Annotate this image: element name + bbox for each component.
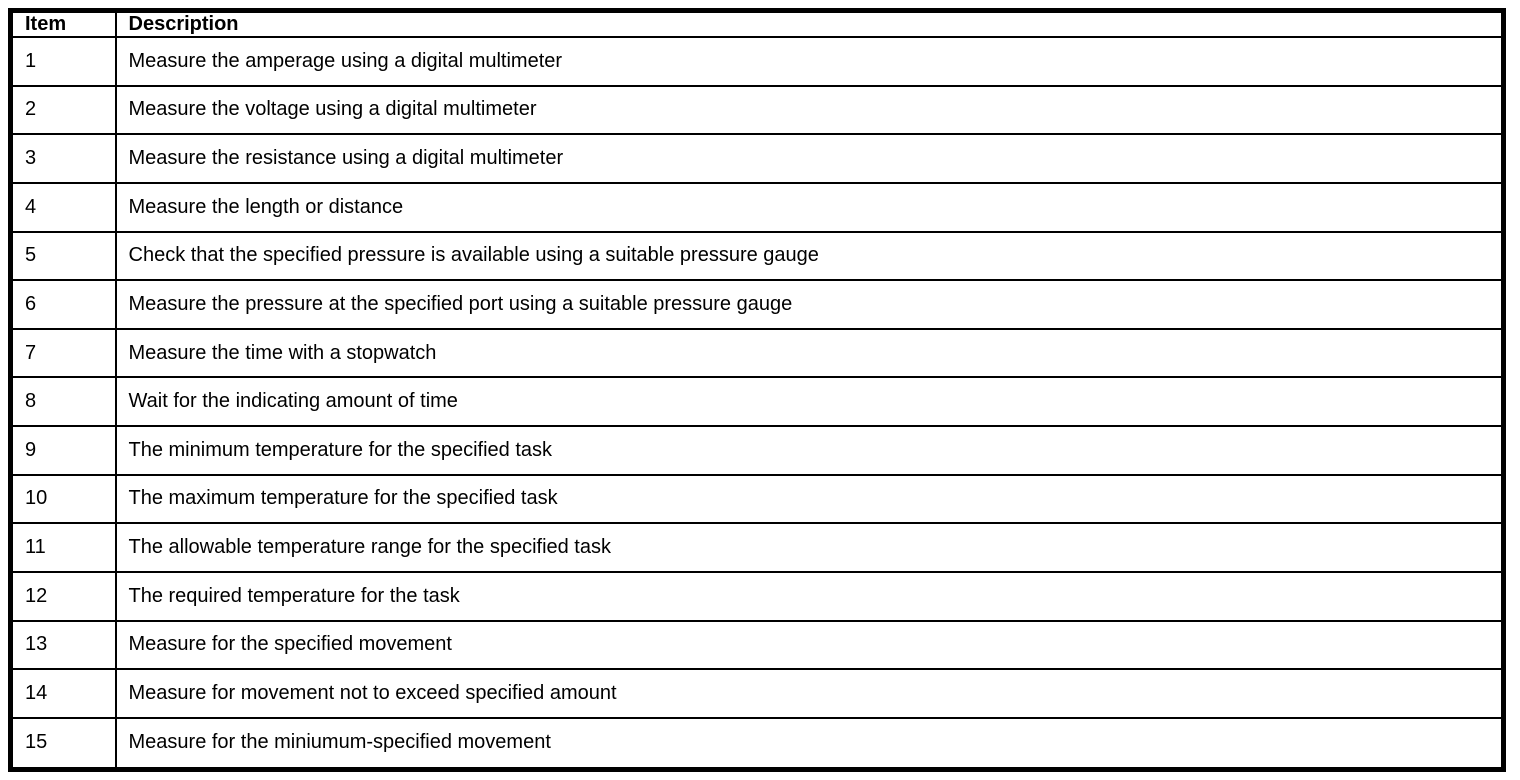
item-cell: 14 bbox=[11, 669, 116, 718]
description-cell: The maximum temperature for the specified task bbox=[116, 475, 1504, 524]
description-cell: Measure the voltage using a digital multimeter bbox=[116, 86, 1504, 135]
table-row bbox=[11, 232, 1504, 281]
item-cell: 15 bbox=[11, 718, 116, 770]
description-cell: The required temperature for the task bbox=[116, 572, 1504, 621]
item-cell: 1 bbox=[11, 37, 116, 86]
item-cell: 12 bbox=[11, 572, 116, 621]
item-cell: 11 bbox=[11, 523, 116, 572]
item-cell: 3 bbox=[11, 134, 116, 183]
description-cell: Measure for movement not to exceed specified amount bbox=[116, 669, 1504, 718]
description-cell: Measure for the specified movement bbox=[116, 621, 1504, 670]
description-cell: Measure the pressure at the specified port using a suitable pressure gauge bbox=[116, 280, 1504, 329]
table-row bbox=[11, 572, 1504, 621]
table-row bbox=[11, 280, 1504, 329]
table-row bbox=[11, 475, 1504, 524]
item-cell: 8 bbox=[11, 377, 116, 426]
item-cell: 13 bbox=[11, 621, 116, 670]
description-cell: Measure for the miniumum-specified movement bbox=[116, 718, 1504, 770]
description-cell: Measure the amperage using a digital multimeter bbox=[116, 37, 1504, 86]
description-cell: Measure the resistance using a digital multimeter bbox=[116, 134, 1504, 183]
table-row bbox=[11, 426, 1504, 475]
table-row bbox=[11, 329, 1504, 378]
description-cell: The allowable temperature range for the specified task bbox=[116, 523, 1504, 572]
item-cell: 7 bbox=[11, 329, 116, 378]
item-cell: 9 bbox=[11, 426, 116, 475]
table-row bbox=[11, 86, 1504, 135]
item-description-table bbox=[8, 8, 1506, 772]
description-cell: Wait for the indicating amount of time bbox=[116, 377, 1504, 426]
item-cell: 10 bbox=[11, 475, 116, 524]
item-cell: 5 bbox=[11, 232, 116, 281]
item-cell: 2 bbox=[11, 86, 116, 135]
table-header-row bbox=[11, 11, 1504, 38]
table-row bbox=[11, 669, 1504, 718]
table-row bbox=[11, 523, 1504, 572]
column-header-item: Item bbox=[11, 11, 116, 38]
table-row bbox=[11, 718, 1504, 770]
column-header-description: Description bbox=[116, 11, 1504, 38]
description-cell: Measure the time with a stopwatch bbox=[116, 329, 1504, 378]
table-row bbox=[11, 621, 1504, 670]
item-cell: 4 bbox=[11, 183, 116, 232]
description-cell: Check that the specified pressure is available using a suitable pressure gauge bbox=[116, 232, 1504, 281]
table-row bbox=[11, 134, 1504, 183]
description-cell: Measure the length or distance bbox=[116, 183, 1504, 232]
item-cell: 6 bbox=[11, 280, 116, 329]
table-row bbox=[11, 183, 1504, 232]
description-cell: The minimum temperature for the specified task bbox=[116, 426, 1504, 475]
table-row bbox=[11, 377, 1504, 426]
table-row bbox=[11, 37, 1504, 86]
